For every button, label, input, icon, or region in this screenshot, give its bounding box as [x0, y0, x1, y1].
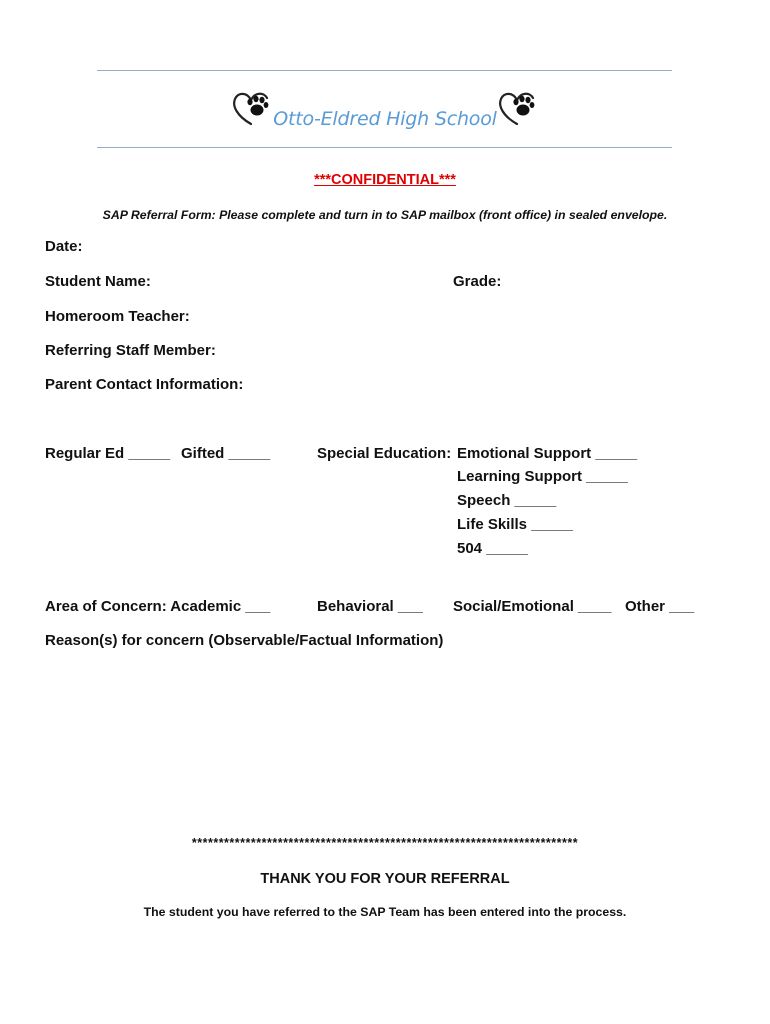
behavioral-option: Behavioral ___ — [317, 598, 423, 615]
referring-staff-label: Referring Staff Member: — [45, 342, 216, 359]
date-label: Date: — [45, 238, 83, 255]
thank-you-heading: THANK YOU FOR YOUR REFERRAL — [260, 871, 510, 887]
asterisk-separator: ************************************************************************ — [191, 836, 579, 850]
social-emotional-option: Social/Emotional ____ — [453, 598, 612, 615]
gifted-option: Gifted _____ — [181, 445, 271, 462]
form-instructions: SAP Referral Form: Please complete and turn in to SAP mailbox (front office) in sealed envelope. — [102, 208, 668, 222]
school-name: Otto-Eldred High School — [273, 108, 497, 130]
emotional-support-option: Emotional Support _____ — [457, 445, 638, 462]
school-header — [0, 88, 770, 138]
504-option: 504 _____ — [457, 540, 528, 557]
referral-message: The student you have referred to the SAP Team has been entered into the process. — [143, 905, 627, 919]
other-option: Other ___ — [625, 598, 695, 615]
homeroom-teacher-label: Homeroom Teacher: — [45, 308, 190, 325]
confidential-banner: ***CONFIDENTIAL*** — [314, 172, 456, 188]
heart-paw-icon — [497, 88, 539, 128]
life-skills-option: Life Skills _____ — [457, 516, 573, 533]
special-education-label: Special Education: — [317, 445, 452, 462]
heart-paw-icon — [231, 88, 273, 128]
grade-label: Grade: — [453, 273, 502, 290]
speech-option: Speech _____ — [457, 492, 557, 509]
learning-support-option: Learning Support _____ — [457, 468, 628, 485]
parent-contact-label: Parent Contact Information: — [45, 376, 244, 393]
student-name-label: Student Name: — [45, 273, 151, 290]
header-bottom-rule — [97, 147, 672, 148]
regular-ed-option: Regular Ed _____ — [45, 445, 171, 462]
area-of-concern-academic: Area of Concern: Academic ___ — [45, 598, 271, 615]
reasons-for-concern-label: Reason(s) for concern (Observable/Factual Information) — [45, 632, 444, 649]
top-rule — [97, 70, 672, 71]
